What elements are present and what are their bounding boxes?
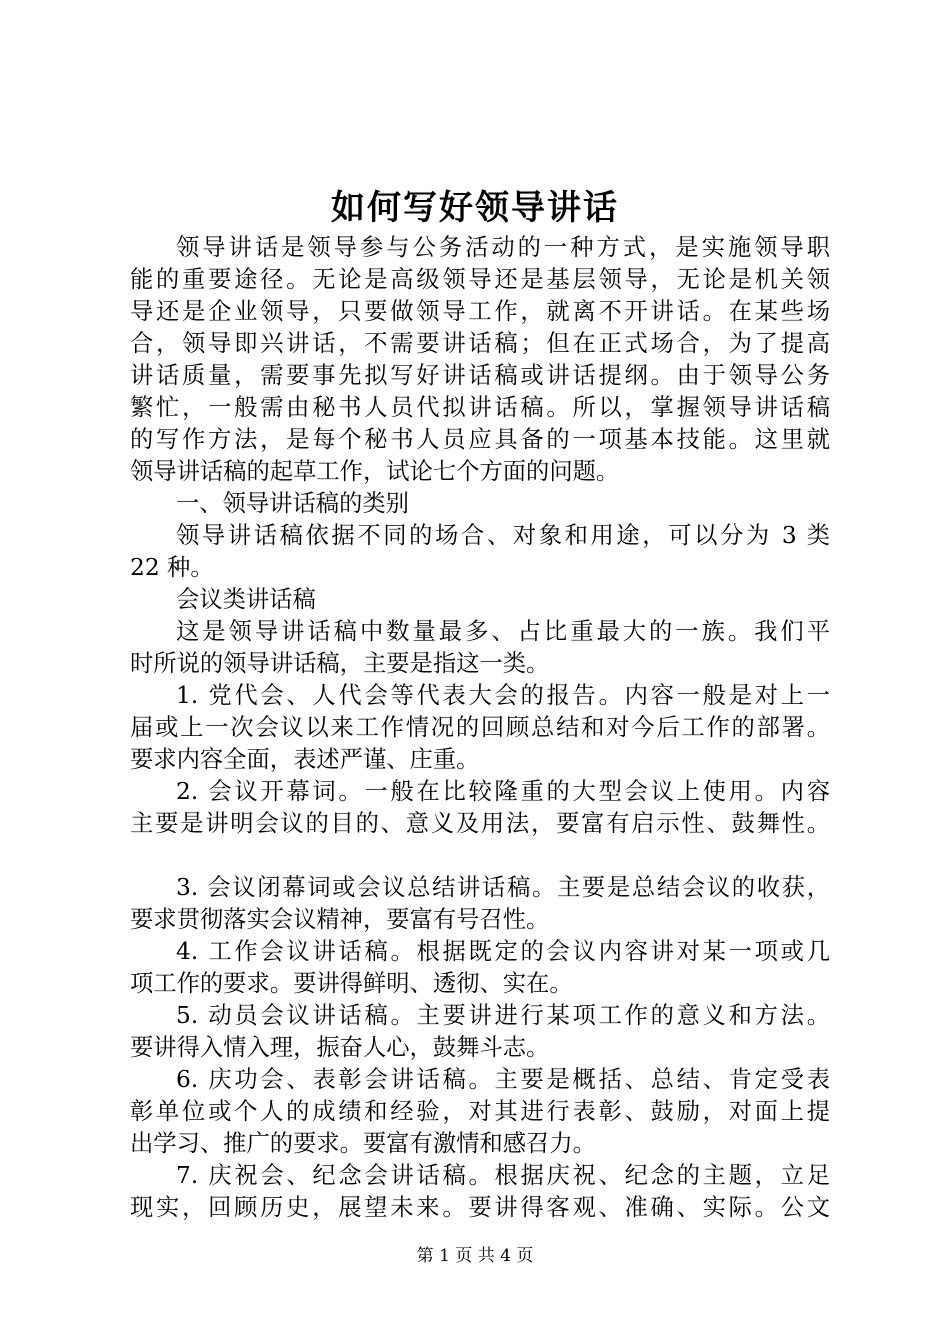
- text-line: 项工作的要求。要讲得鲜明、透彻、实在。: [130, 970, 573, 997]
- text-line: 合，领导即兴讲话，不需要讲话稿；但在正式场合，为了提高: [130, 330, 830, 357]
- text-line: 要讲得入情入理，振奋人心，鼓舞斗志。: [130, 1034, 550, 1061]
- text-line: 能的重要途径。无论是高级领导还是基层领导，无论是机关领: [130, 266, 830, 293]
- text-line: 讲话质量，需要事先拟写好讲话稿或讲话提纲。由于领导公务: [130, 362, 830, 389]
- text-line: 现实，回顾历史，展望未来。要讲得客观、准确、实际。公文: [130, 1194, 830, 1221]
- document-body: [130, 232, 830, 1224]
- text-line: 届或上一次会议以来工作情况的回顾总结和对今后工作的部署。: [130, 714, 830, 741]
- text-line: 6. 庆功会、表彰会讲话稿。主要是概括、总结、肯定受表: [176, 1066, 830, 1093]
- text-line: 彰单位或个人的成绩和经验，对其进行表彰、鼓励，对面上提: [130, 1098, 830, 1125]
- text-line: 3. 会议闭幕词或会议总结讲话稿。主要是总结会议的收获，: [176, 874, 830, 901]
- text-line: 领导讲话稿的起草工作，试论七个方面的问题。: [130, 458, 620, 485]
- text-line: 5. 动员会议讲话稿。主要讲进行某项工作的意义和方法。: [176, 1002, 830, 1029]
- text-line: 4. 工作会议讲话稿。根据既定的会议内容讲对某一项或几: [176, 938, 830, 965]
- text-line: 2. 会议开幕词。一般在比较隆重的大型会议上使用。内容: [176, 778, 830, 805]
- text-line: 的写作方法，是每个秘书人员应具备的一项基本技能。这里就: [130, 426, 830, 453]
- text-line: [130, 840, 830, 872]
- text-line: 领导讲话稿依据不同的场合、对象和用途，可以分为 3 类: [176, 522, 830, 549]
- text-line: 22 种。: [130, 554, 214, 581]
- text-line: 导还是企业领导，只要做领导工作，就离不开讲话。在某些场: [130, 298, 830, 325]
- text-line: 主要是讲明会议的目的、意义及用法，要富有启示性、鼓舞性。: [130, 810, 830, 837]
- page-footer: 第 1 页 共 4 页: [416, 1246, 534, 1266]
- text-line: 要求贯彻落实会议精神，要富有号召性。: [130, 906, 550, 933]
- text-line: 一、领导讲话稿的类别: [176, 490, 409, 517]
- text-line: 繁忙，一般需由秘书人员代拟讲话稿。所以，掌握领导讲话稿: [130, 394, 830, 421]
- document-title: 如何写好领导讲话: [331, 188, 619, 228]
- text-line: 会议类讲话稿: [176, 586, 316, 613]
- text-line: 1. 党代会、人代会等代表大会的报告。内容一般是对上一: [176, 682, 830, 709]
- text-line: 7. 庆祝会、纪念会讲话稿。根据庆祝、纪念的主题，立足: [176, 1162, 830, 1189]
- text-line: 这是领导讲话稿中数量最多、占比重最大的一族。我们平: [176, 618, 830, 645]
- text-line: 时所说的领导讲话稿，主要是指这一类。: [130, 650, 550, 677]
- text-line: 要求内容全面，表述严谨、庄重。: [130, 746, 480, 773]
- text-line: 领导讲话是领导参与公务活动的一种方式，是实施领导职: [176, 234, 830, 261]
- text-line: 出学习、推广的要求。要富有激情和感召力。: [130, 1130, 596, 1157]
